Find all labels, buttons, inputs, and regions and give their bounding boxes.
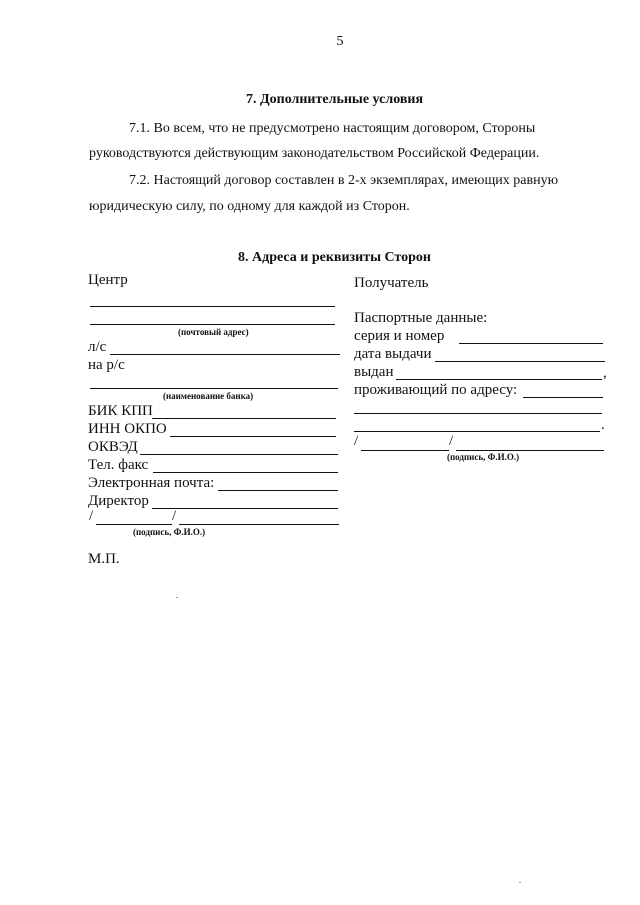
address-line-2 [354, 413, 602, 414]
section-8-title: 8. Адреса и реквизиты Сторон [238, 250, 431, 265]
caption-bank-name: (наименование банка) [163, 391, 254, 401]
signature-slash-mid: / [172, 508, 177, 524]
label-director: Директор [88, 493, 149, 509]
recipient-header: Получатель [354, 275, 429, 291]
address-dot: . [601, 417, 605, 433]
section-7-title: 7. Дополнительные условия [246, 92, 424, 107]
caption-postal-address: (почтовый адрес) [178, 327, 249, 337]
label-rs: на р/с [88, 357, 125, 373]
center-header: Центр [88, 272, 128, 288]
label-issue-date: дата выдачи [354, 346, 432, 362]
series-line [459, 343, 603, 344]
stamp-mp: М.П. [88, 551, 120, 567]
director-line [152, 508, 338, 509]
issued-by-line [396, 379, 602, 380]
signature-line-right-a [361, 450, 449, 451]
tel-line [153, 472, 338, 473]
label-passport: Паспортные данные: [354, 310, 488, 326]
page-number: 5 [336, 34, 344, 49]
address-line-1 [523, 397, 603, 398]
label-ls: л/с [88, 339, 107, 355]
inn-line [170, 436, 336, 437]
label-inn-okpo: ИНН ОКПО [88, 421, 167, 437]
signature-slash-right-b: / [449, 433, 454, 449]
signature-slash-right-a: / [354, 433, 359, 449]
label-tel-fax: Тел. факс [88, 457, 149, 473]
center-line-1 [90, 306, 335, 307]
label-email: Электронная почта: [88, 475, 215, 491]
signature-slash-left: / [89, 508, 94, 524]
signature-line-right-b [456, 450, 604, 451]
okved-line [140, 454, 338, 455]
caption-signature-left: (подпись, Ф.И.О.) [133, 527, 206, 537]
label-bik-kpp: БИК КПП [88, 403, 153, 419]
section-7-1-line-2: руководствуются действующим законодательством Российской Федерации. [89, 146, 540, 161]
label-address: проживающий по адресу: [354, 382, 518, 398]
section-7-2-line-1: 7.2. Настоящий договор составлен в 2-х экземплярах, имеющих равную [129, 173, 559, 188]
bank-line [90, 388, 338, 389]
caption-signature-right: (подпись, Ф.И.О.) [447, 452, 520, 462]
issue-date-line [435, 361, 605, 362]
scan-speck [176, 597, 178, 598]
label-series-number: серия и номер [354, 328, 445, 344]
issued-by-comma: , [603, 365, 607, 381]
center-line-2 [90, 324, 335, 325]
section-7-1-line-1: 7.1. Во всем, что не предусмотрено настоящим договором, Стороны [129, 121, 536, 136]
label-okved: ОКВЭД [88, 439, 138, 455]
signature-line-left-b [179, 524, 339, 525]
email-line [218, 490, 338, 491]
ls-line [110, 354, 340, 355]
section-7-2-line-2: юридическую силу, по одному для каждой из Сторон. [89, 199, 410, 214]
signature-line-left-a [96, 524, 172, 525]
address-line-3 [354, 431, 600, 432]
bik-line [152, 418, 336, 419]
label-issued-by: выдан [354, 364, 394, 380]
scan-speck [519, 882, 521, 883]
